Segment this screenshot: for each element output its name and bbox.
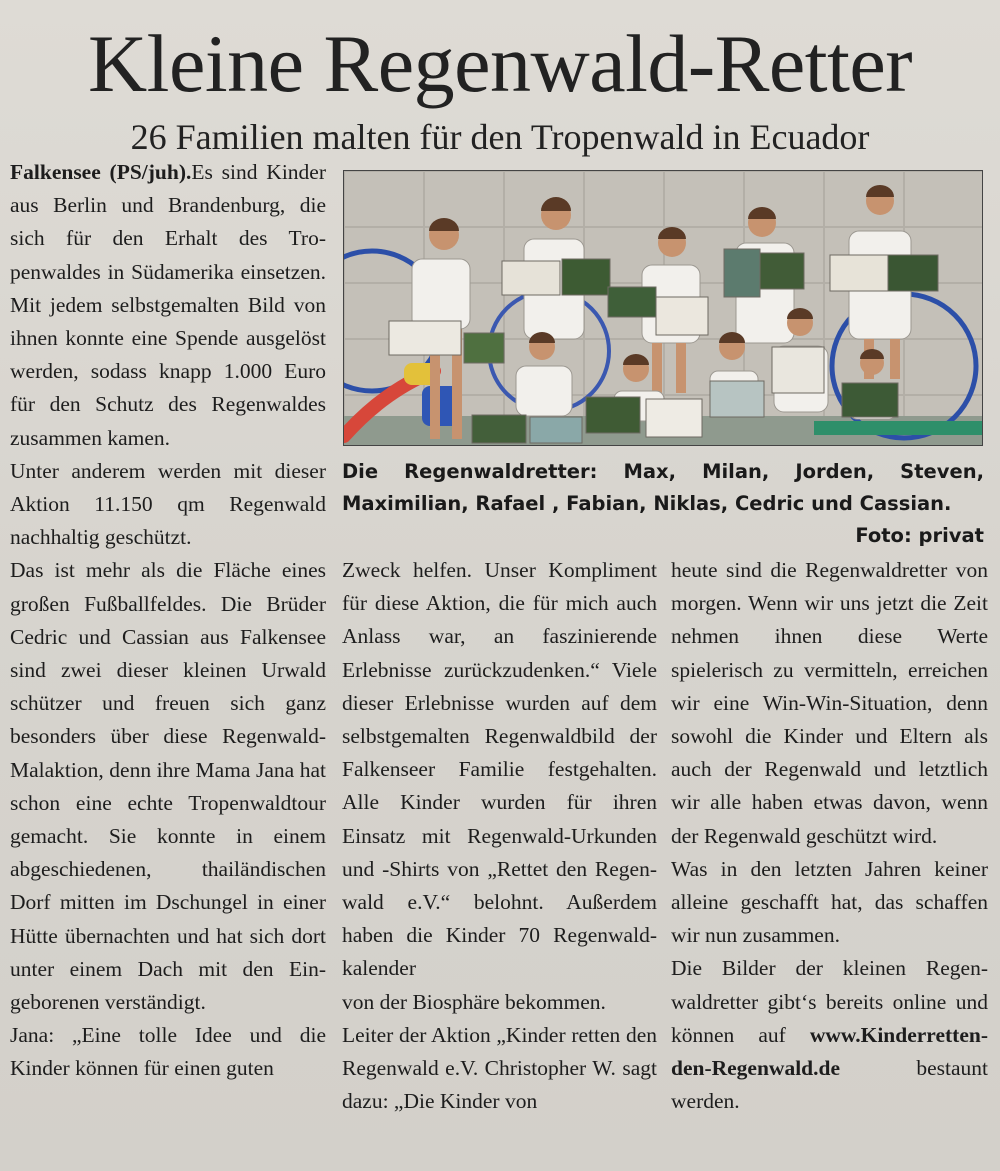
- paragraph: Unter anderem werden mit dieser Aktion 11.150 qm Regenwald nachhaltig geschützt.: [10, 458, 326, 550]
- paragraph: [671, 952, 988, 1118]
- photo-illustration: [344, 171, 983, 446]
- paragraph: Das ist mehr als die Fläche eines großen Fußballfeldes. Die Brüder Cedric und Cassian aus Falkensee sind zwei dieser kleinen Urwald schützer und freuen sich ganz besonders über diese Regenwald-Malaktion, denn ihre Mama Jana hat schon eine echte Tropenwaldtour gemacht. Sie konnte in einem abgeschiedenen, thailändischen Dorf mitten im Dschungel in einer Hütte übernachten und hat sich dort unter einem Dach mit den Eingeborenen verständigt.: [10, 558, 326, 1015]
- article-column-2: [342, 554, 657, 1118]
- group-photo: [343, 170, 983, 446]
- paragraph: Zweck helfen. Unser Kompliment für diese Aktion, die für mich auch Anlass war, an faszinierende Erlebnisse zurückzudenken.“ Viele dieser Erlebnisse wurden auf dem selbstgemalten Regenwaldbild der Falkenseer Familie festgehalten. Alle Kinder wurden für ihren Einsatz mit Regenwald-Urkunden und -Shirts von „Rettet den Regenwald e.V.“ belohnt. Außerdem haben die Kinder 70 Regenwaldkalender: [342, 558, 657, 981]
- subheadline: 26 Familien malten für den Tropenwald in Ecuador: [130, 117, 870, 157]
- website-link[interactable]: www.Kinderretten-den-Regenwald.de: [671, 1022, 988, 1081]
- paragraph: Jana: „Eine tolle Idee und die Kinder können für einen guten: [10, 1023, 326, 1081]
- caption-text: Die Regenwaldretter: Max, Milan, Jorden, Steven, Maximilian, Rafael , Fabian, Niklas, Cedric und Cassian.: [342, 460, 984, 515]
- paragraph: Leiter der Aktion „Kinder retten den Regenwald e.V. Christopher W. sagt dazu: „Die Kinder von: [342, 1022, 657, 1114]
- paragraph-text: bestaunt werden.: [671, 1056, 988, 1114]
- article-column-1: [10, 156, 326, 1086]
- photo-credit: Foto: privat: [855, 524, 984, 547]
- paragraph-text: Es sind Kinder aus Berlin und Brandenburg, die sich für den Erhalt des Tropenwaldes in Südamerika einsetzen. Mit jedem selbstgemalten Bild von ihnen konnte eine Spende ausgelöst werden, sodass knapp 1.000 Euro für den Schutz des Regenwaldes zusammen kamen.: [10, 160, 326, 450]
- headline: Kleine Regenwald-Retter: [87, 18, 913, 109]
- paragraph-text: Die Bilder der kleinen Regenwaldretter gibt‘s bereits online und können auf: [671, 956, 988, 1047]
- dateline: Falkensee (PS/juh).: [10, 160, 192, 184]
- photo-caption: [342, 456, 984, 552]
- paragraph: heute sind die Regenwaldretter von morgen. Wenn wir uns jetzt die Zeit nehmen ihnen diese Werte spielerisch zu vermitteln, erreichen wir eine Win-Win-Situation, denn sowohl die Kinder und Eltern als auch der Regenwald und letztlich wir alle haben etwas davon, wenn der Regenwald geschützt wird.: [671, 558, 988, 848]
- paragraph: Was in den letzten Jahren keiner alleine geschafft hat, das schaffen wir nun zusammen.: [671, 856, 988, 948]
- paragraph: von der Biosphäre bekommen.: [342, 989, 606, 1014]
- paragraph: [10, 156, 326, 455]
- article-column-3: [671, 554, 988, 1118]
